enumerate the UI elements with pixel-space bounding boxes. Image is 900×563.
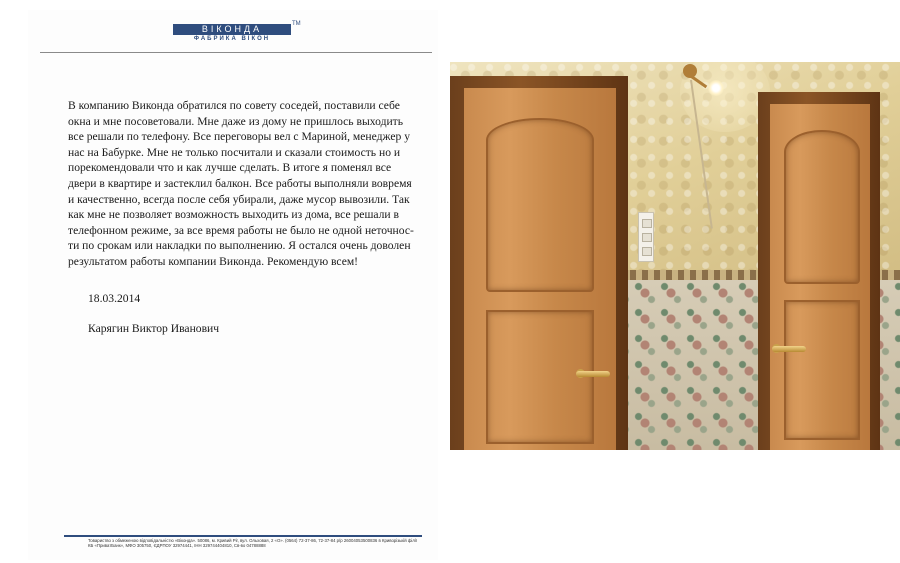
header-divider — [40, 52, 432, 53]
footer-divider — [64, 535, 422, 537]
left-door-upper-panel — [486, 118, 594, 292]
logo-trademark: ТМ — [292, 21, 301, 27]
logo-wordmark: ВІКОНДА — [173, 24, 291, 35]
testimonial-letter — [28, 10, 438, 560]
letter-date: 18.03.2014 — [88, 292, 141, 305]
company-logo — [173, 21, 301, 48]
logo-subtitle: ФАБРИКА ВІКОН — [193, 36, 271, 42]
right-door-upper-panel — [784, 130, 860, 284]
right-door — [770, 104, 870, 450]
doors-photo — [450, 62, 900, 450]
letter-footer: Товариство з обмеженою відповідальністю «Віконда». 50086, м. Кривий Ріг, вул. Ольховая, 2 «О». (0564) 72-37-86, 72-37-84 р/р 26004053500836 в Криворізькій філії КБ «ПриватБанк», МФО 305750, ЄДРПОУ 32974441, ІНН 329744404810, Св-во 04788888 — [88, 538, 417, 549]
switch-button — [642, 219, 652, 228]
right-door-handle-icon — [772, 346, 806, 352]
left-door — [464, 88, 616, 450]
left-door-handle-icon — [576, 371, 610, 377]
lamp-bulb — [708, 80, 724, 96]
right-door-lower-panel — [784, 300, 860, 440]
switch-button — [642, 233, 652, 242]
switch-button — [642, 247, 652, 256]
letter-body: В компанию Виконда обратился по совету соседей, поставили себе окна и мне посоветовали. Мне даже из дому не пришлось выходить все решали по телефону. Все переговоры вел с Мариной, менеджер у нас на Бабурке. Мне не только посчитали и сказали стоимость но и порекомендовали что и как лучше сделать. В итоге я поменял все двери в квартире и застеклил балкон. Все работы выполняли вовремя и качественно, всегда после себя убирали, даже мусор вывозили. Так как мне не позволяет возможность выходить из дома, все решали в телефонном режиме, за все время работы не было не одной неточнос-ти по срокам или накладки по выполнению. Я остался очень доволен результатом работы компании Виконда. Рекомендую всем! — [68, 99, 414, 268]
letter-signature: Карягин Виктор Иванович — [88, 322, 220, 335]
light-switch — [638, 212, 654, 262]
